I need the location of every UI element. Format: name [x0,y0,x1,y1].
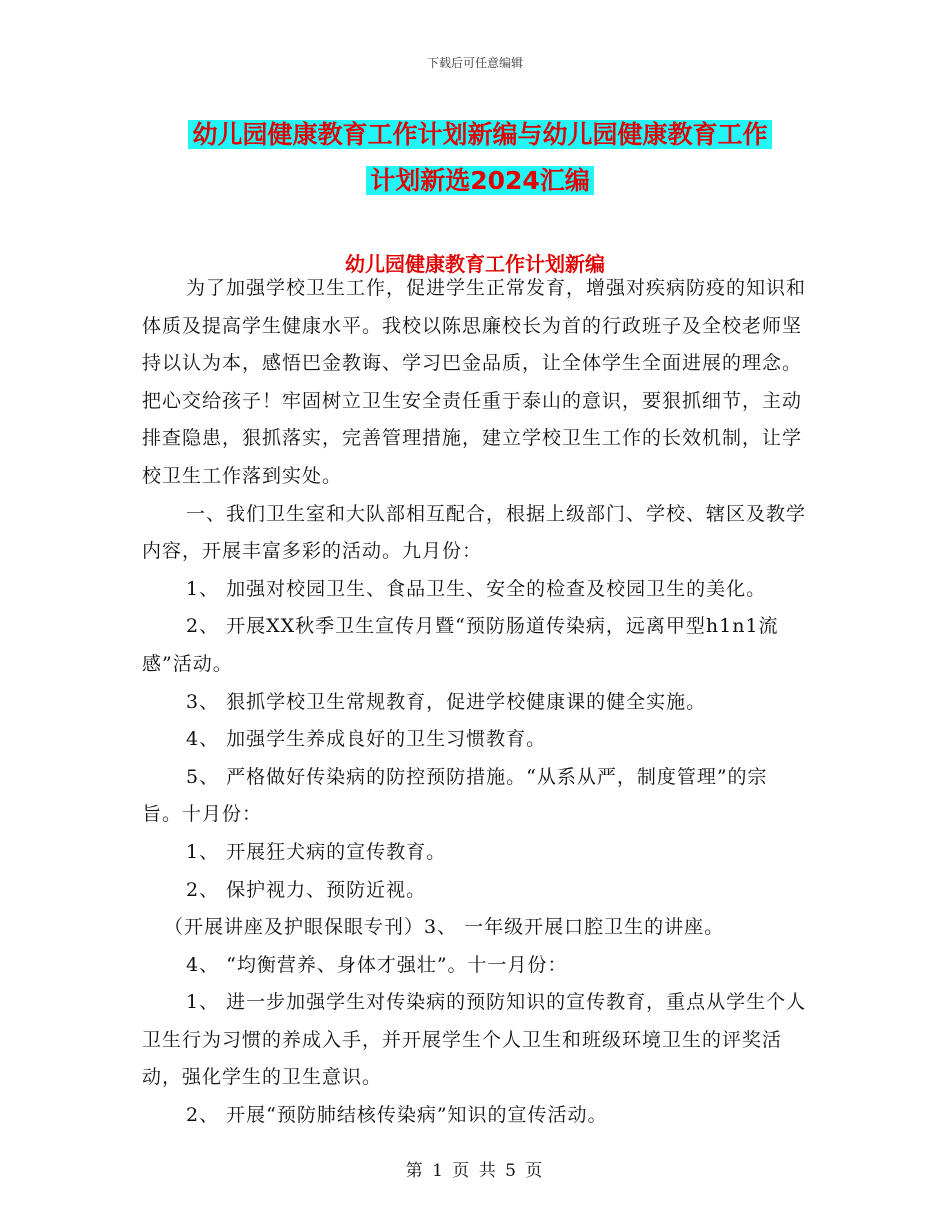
document-title-line1: 幼儿园健康教育工作计划新编与幼儿园健康教育工作 [188,120,771,149]
paragraph-intro: 为了加强学校卫生工作，促进学生正常发育，增强对疾病防疫的知识和体质及提高学生健康水平。我校以陈思廉校长为首的行政班子及全校老师坚持以认为本，感悟巴金教诲、学习巴金品质，让全体学生全面进展的理念。把心交给孩子！牢固树立卫生安全责任重于泰山的意识，要狠抓细节，主动排查隐患，狠抓落实，完善管理措施，建立学校卫生工作的长效机制，让学校卫生工作落到实处。 [142,277,807,487]
list-item: 2、 开展XX秋季卫生宣传月暨“预防肠道传染病，远离甲型h1n1流感”活动。 [142,615,779,675]
list-item: （开展讲座及护眼保眼专刊）3、 一年级开展口腔卫生的讲座。 [164,916,725,939]
list-item: 4、 加强学生养成良好的卫生习惯教育。 [186,728,547,751]
document-body [142,270,807,1135]
page-footer: 第 1 页 共 5 页 [405,1161,545,1181]
list-item: 3、 狠抓学校卫生常规教育，促进学校健康课的健全实施。 [186,690,707,713]
list-item: 1、 进一步加强学生对传染病的预防知识的宣传教育，重点从学生个人卫生行为习惯的养成入手，并开展学生个人卫生和班级环境卫生的评奖活动，强化学生的卫生意识。 [142,991,807,1089]
section-title: 幼儿园健康教育工作计划新编 [345,252,605,276]
paragraph-section-1: 一、我们卫生室和大队部相互配合，根据上级部门、学校、辖区及教学内容，开展丰富多彩的活动。九月份： [142,502,807,563]
list-item: 1、 加强对校园卫生、食品卫生、安全的检查及校园卫生的美化。 [186,577,767,600]
document-title-line2: 计划新选2024汇编 [366,166,594,195]
list-item: 4、 “均衡营养、身体才强壮”。十一月份： [186,953,568,976]
list-item: 2、 开展“预防肺结核传染病”知识的宣传活动。 [186,1104,608,1127]
list-item: 1、 开展狂犬病的宣传教育。 [186,840,447,863]
document-title [150,112,810,204]
page-header: 下载后可任意编辑 [426,56,523,70]
list-item: 2、 保护视力、预防近视。 [186,878,427,901]
list-item: 5、 严格做好传染病的防控预防措施。“从系从严，制度管理”的宗旨。十月份： [142,765,768,826]
